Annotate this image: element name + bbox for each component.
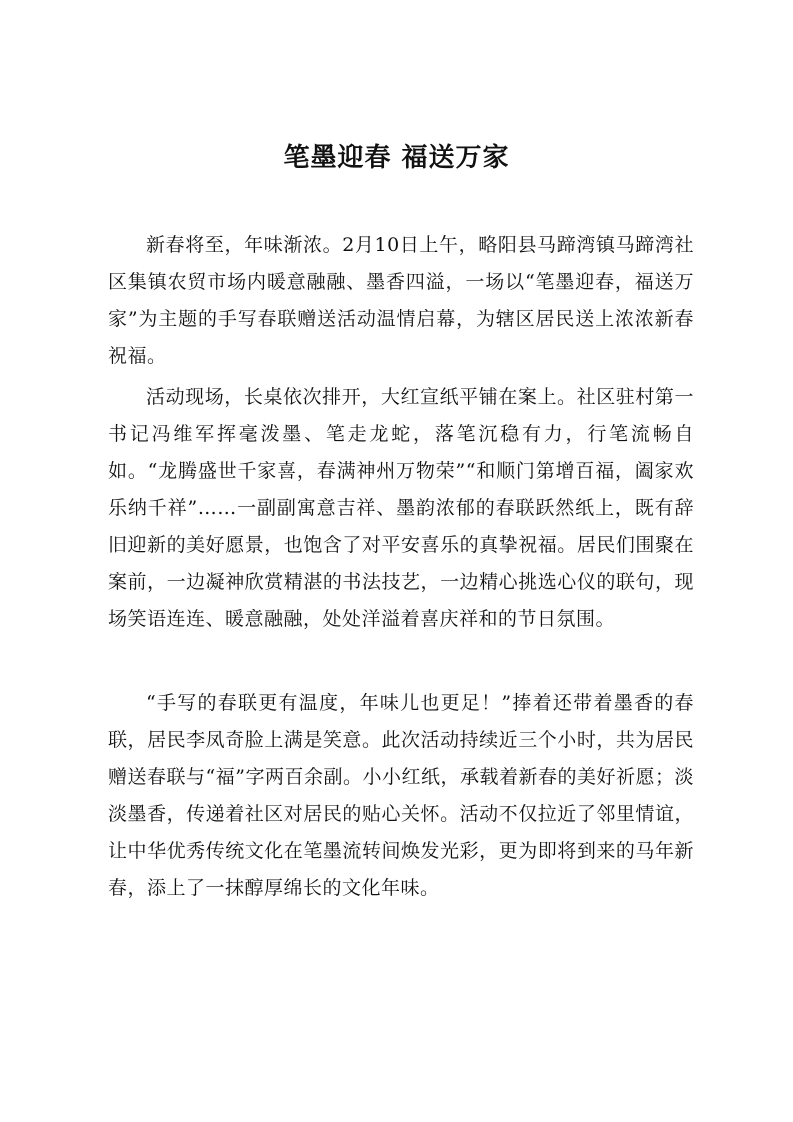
paragraph-2: 活动现场，长桌依次排开，大红宣纸平铺在案上。社区驻村第一书记冯维军挥毫泼墨、笔走龙蛇，落笔沉稳有力，行笔流畅自如。“龙腾盛世千家喜，春满神州万物荣”“和顺门第增百福，阖家欢乐纳千祥”……一副副寓意吉祥、墨韵浓郁的春联跃然纸上，既有辞旧迎新的美好愿景，也饱含了对平安喜乐的真挚祝福。居民们围聚在案前，一边凝神欣赏精湛的书法技艺，一边精心挑选心仪的联句，现场笑语连连、暖意融融，处处洋溢着喜庆祥和的节日氛围。	[108, 386, 694, 630]
paragraph-1: 新春将至，年味渐浓。2月10日上午，略阳县马蹄湾镇马蹄湾社区集镇农贸市场内暖意融融、墨香四溢，一场以“笔墨迎春，福送万家”为主题的手写春联赠送活动温情启幕，为辖区居民送上浓浓新春祝福。	[108, 234, 694, 367]
paragraph-3: “手写的春联更有温度，年味儿也更足！”捧着还带着墨香的春联，居民李凤奇脸上满是笑意。此次活动持续近三个小时，共为居民赠送春联与“福”字两百余副。小小红纸，承载着新春的美好祈愿；淡淡墨香，传递着社区对居民的贴心关怀。活动不仅拉近了邻里情谊，让中华优秀传统文化在笔墨流转间焕发光彩，更为即将到来的马年新春，添上了一抹醇厚绵长的文化年味。	[108, 692, 694, 899]
document-title: 笔墨迎春 福送万家	[283, 143, 510, 173]
